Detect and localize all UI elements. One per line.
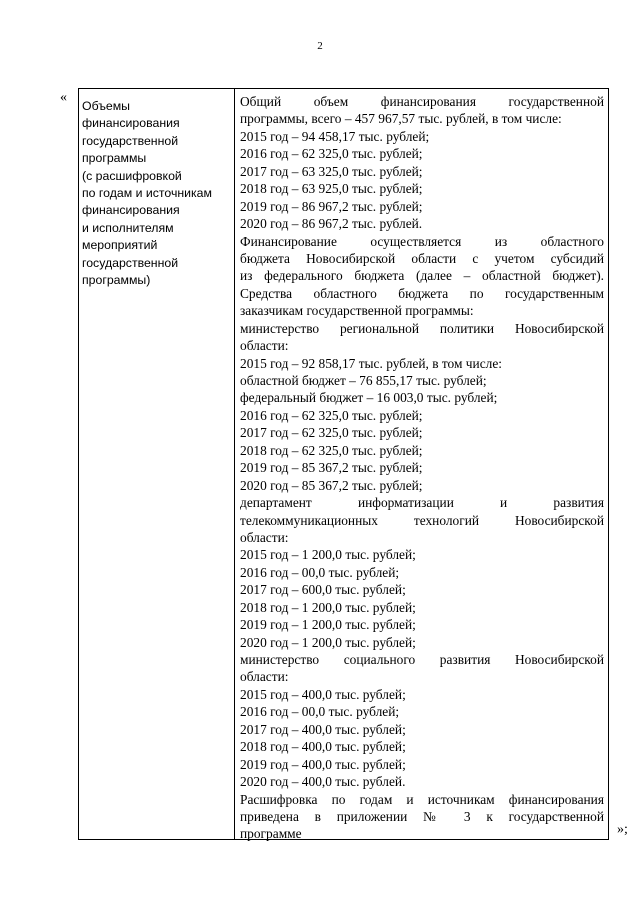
left-cell-line: финансирования — [82, 116, 180, 131]
right-cell-line: 2020 год – 1 200,0 тыс. рублей; — [240, 634, 416, 650]
right-cell-line: 2018 год – 400,0 тыс. рублей; — [240, 739, 406, 755]
left-cell-line: программы) — [82, 273, 151, 288]
right-cell-line: министерство социального развития Новосибирской — [240, 652, 604, 667]
right-cell-line: 2019 год – 86 967,2 тыс. рублей; — [240, 198, 423, 214]
right-cell-line: 2017 год – 600,0 тыс. рублей; — [240, 582, 406, 598]
right-cell-line: 2019 год – 400,0 тыс. рублей; — [240, 756, 406, 772]
right-cell-line: 2017 год – 62 325,0 тыс. рублей; — [240, 425, 423, 441]
right-cell-line: 2017 год – 63 325,0 тыс. рублей; — [240, 163, 423, 179]
right-cell-line: 2015 год – 1 200,0 тыс. рублей; — [240, 547, 416, 563]
left-cell-line: государственной — [82, 255, 179, 270]
right-cell-line: 2016 год – 62 325,0 тыс. рублей; — [240, 146, 423, 162]
right-cell-line: департамент информатизации и развития — [240, 495, 604, 511]
left-cell-line: и исполнителям — [82, 220, 174, 235]
right-cell-line: 2016 год – 62 325,0 тыс. рублей; — [240, 407, 423, 423]
right-cell-line: 2020 год – 86 967,2 тыс. рублей. — [240, 216, 423, 232]
right-cell-line: 2015 год – 400,0 тыс. рублей; — [240, 686, 406, 702]
right-cell-line: 2020 год – 85 367,2 тыс. рублей; — [240, 477, 423, 493]
right-cell-line: 2017 год – 400,0 тыс. рублей; — [240, 721, 406, 737]
left-cell-line: Объемы — [82, 99, 131, 113]
right-cell-line: области: — [240, 669, 289, 685]
right-cell-line: программе — [240, 826, 302, 842]
right-cell-line: 2019 год – 1 200,0 тыс. рублей; — [240, 617, 416, 633]
right-cell-line: федеральный бюджет – 16 003,0 тыс. рублей; — [240, 390, 498, 406]
table-column-divider — [234, 88, 235, 840]
right-cell-line: бюджета Новосибирской области с учетом субсидий — [240, 250, 604, 266]
right-cell-line: Расшифровка по годам и источникам финансирования — [240, 791, 604, 807]
right-cell-line: из федерального бюджета (далее – областной бюджет). — [240, 268, 604, 284]
right-cell-line: области: — [240, 529, 289, 545]
right-cell-line: Финансирование осуществляется из областного — [240, 233, 604, 249]
right-cell-line: 2019 год – 85 367,2 тыс. рублей; — [240, 460, 423, 476]
opening-quote: « — [60, 90, 67, 105]
left-cell-line: государственной — [82, 133, 179, 148]
left-cell-line: программы — [82, 151, 147, 166]
right-cell-line: приведена в приложении № 3 к государственной — [240, 808, 604, 824]
right-cell-line: областной бюджет – 76 855,17 тыс. рублей; — [240, 373, 487, 388]
closing-quote: »; — [617, 822, 628, 837]
right-cell-line: 2015 год – 92 858,17 тыс. рублей, в том числе: — [240, 355, 502, 371]
right-cell-line: министерство региональной политики Новосибирской — [240, 320, 604, 336]
right-cell-line: Средства областного бюджета по государственным — [240, 285, 604, 301]
right-cell-line: 2015 год – 94 458,17 тыс. рублей; — [240, 128, 430, 144]
right-cell-line: программы, всего – 457 967,57 тыс. рублей, в том числе: — [240, 111, 562, 127]
right-cell-line: 2018 год – 63 925,0 тыс. рублей; — [240, 181, 423, 197]
right-cell-line: 2018 год – 1 200,0 тыс. рублей; — [240, 599, 416, 615]
left-cell-line: (с расшифровкой — [82, 168, 182, 183]
right-cell-line: 2016 год – 00,0 тыс. рублей; — [240, 564, 400, 580]
right-cell-line: Общий объем финансирования государственной — [240, 94, 604, 109]
right-cell-line: области: — [240, 338, 289, 354]
left-cell-label — [82, 98, 232, 289]
right-cell-line: 2016 год – 00,0 тыс. рублей; — [240, 704, 400, 720]
right-cell-line: 2020 год – 400,0 тыс. рублей. — [240, 774, 406, 790]
right-cell-line: 2018 год – 62 325,0 тыс. рублей; — [240, 442, 423, 458]
page-number: 2 — [317, 40, 323, 52]
left-cell-line: мероприятий — [82, 238, 158, 253]
right-cell-content — [240, 93, 604, 843]
right-cell-line: телекоммуникационных технологий Новосибирской — [240, 512, 604, 528]
left-cell-line: финансирования — [82, 203, 180, 218]
right-cell-line: заказчикам государственной программы: — [240, 303, 474, 319]
left-cell-line: по годам и источникам — [82, 186, 212, 201]
